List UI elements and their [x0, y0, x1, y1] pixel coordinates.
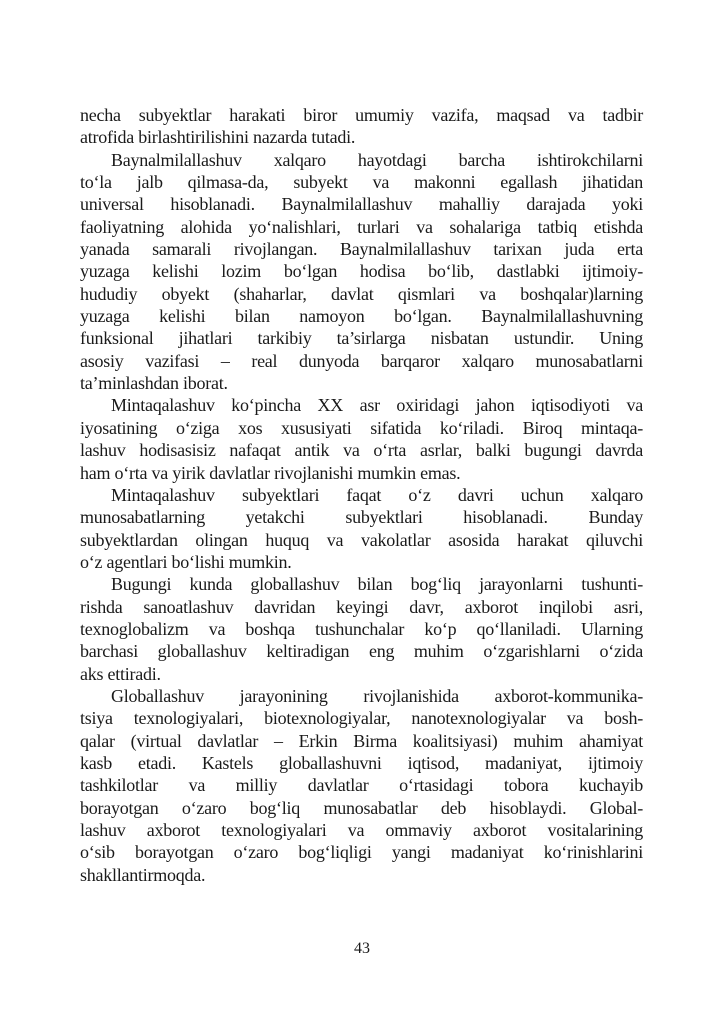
text-line: necha subyektlar harakati biror umumiy vazifa, maqsad va tadbir — [80, 105, 643, 125]
text-line: tashkilotlar va milliy davlatlar o‘rtasidagi tobora kuchayib — [80, 775, 643, 796]
text-line: asosiy vazifasi – real dunyoda barqaror xalqaro munosabatlarni — [80, 350, 643, 371]
paragraph — [80, 104, 643, 149]
text-line: atrofida birlashtirilishini nazarda tutadi. — [80, 127, 356, 148]
text-line: faoliyatning alohida yo‘nalishlari, turlari va sohalariga tatbiq etishda — [80, 216, 643, 237]
text-line: barchasi globallashuv keltiradigan eng muhim o‘zgarishlarni o‘zida — [80, 641, 643, 662]
text-line: hududiy obyekt (shaharlar, davlat qismlari va boshqalar)larning — [80, 283, 643, 304]
text-line: lashuv hodisasisiz nafaqat antik va o‘rta asrlar, balki bugungi davrda — [80, 440, 643, 461]
text-line: tsiya texnologiyalari, biotexnologiyalar, nanotexnologiyalar va bosh- — [80, 708, 643, 729]
text-line: qalar (virtual davlatlar – Erkin Birma koalitsiyasi) muhim ahamiyat — [80, 730, 643, 751]
page-number: 43 — [354, 940, 370, 957]
text-line: rishda sanoatlashuv davridan keyingi davr, axborot inqilobi asri, — [80, 596, 643, 617]
text-line: iyosatining o‘ziga xos xususiyati sifatida ko‘riladi. Biroq mintaqa- — [80, 417, 643, 438]
text-line: aks ettiradi. — [80, 663, 161, 684]
text-line: Globallashuv jarayonining rivojlanishida axborot-kommunika- — [111, 685, 643, 706]
text-line: Mintaqalashuv ko‘pincha XX asr oxiridagi jahon iqtisodiyoti va — [111, 395, 643, 416]
text-line: funksional jihatlari tarkibiy ta’sirlarga nisbatan ustundir. Uning — [80, 328, 643, 349]
paragraph — [80, 573, 643, 685]
paragraph — [80, 394, 643, 483]
text-line: to‘la jalb qilmasa-da, subyekt va makonni egallash jihatidan — [80, 172, 643, 193]
text-line: ta’minlashdan iborat. — [80, 373, 228, 394]
text-line: lashuv axborot texnologiyalari va ommaviy axborot vositalarining — [80, 820, 643, 840]
text-line: o‘sib borayotgan o‘zaro bog‘liqligi yangi madaniyat ko‘rinishlarini — [80, 842, 643, 863]
text-line: universal hisoblanadi. Baynalmilallashuv mahalliy darajada yoki — [80, 194, 643, 215]
text-line: yuzaga kelishi lozim bo‘lgan hodisa bo‘lib, dastlabki ijtimoiy- — [80, 261, 643, 282]
text-line: subyektlardan olingan huquq va vakolatlar asosida harakat qiluvchi — [80, 529, 643, 550]
text-line: borayotgan o‘zaro bog‘liq munosabatlar deb hisoblaydi. Global- — [80, 797, 643, 818]
text-line: yuzaga kelishi bilan namoyon bo‘lgan. Baynalmilallashuvning — [80, 306, 643, 327]
text-line: ham o‘rta va yirik davlatlar rivojlanishi mumkin emas. — [80, 462, 461, 483]
text-line: Mintaqalashuv subyektlari faqat o‘z davri uchun xalqaro — [111, 484, 643, 505]
text-line: yanada samarali rivojlangan. Baynalmilallashuv tarixan juda erta — [80, 239, 643, 260]
text-line: kasb etadi. Kastels globallashuvni iqtisod, madaniyat, ijtimoiy — [80, 752, 643, 773]
text-line: munosabatlarning yetakchi subyektlari hisoblanadi. Bunday — [80, 507, 643, 528]
text-line: Bugungi kunda globallashuv bilan bog‘liq jarayonlarni tushunti- — [111, 574, 643, 595]
text-line: shakllantirmoqda. — [80, 864, 206, 885]
paragraph — [80, 149, 643, 395]
paragraph — [80, 685, 643, 886]
text-line: texnoglobalizm va boshqa tushunchalar ko‘p qo‘llaniladi. Ularning — [80, 618, 643, 639]
body-text — [80, 104, 643, 886]
text-line: o‘z agentlari bo‘lishi mumkin. — [80, 551, 292, 572]
text-line: Baynalmilallashuv xalqaro hayotdagi barcha ishtirokchilarni — [111, 149, 643, 170]
paragraph — [80, 484, 643, 573]
